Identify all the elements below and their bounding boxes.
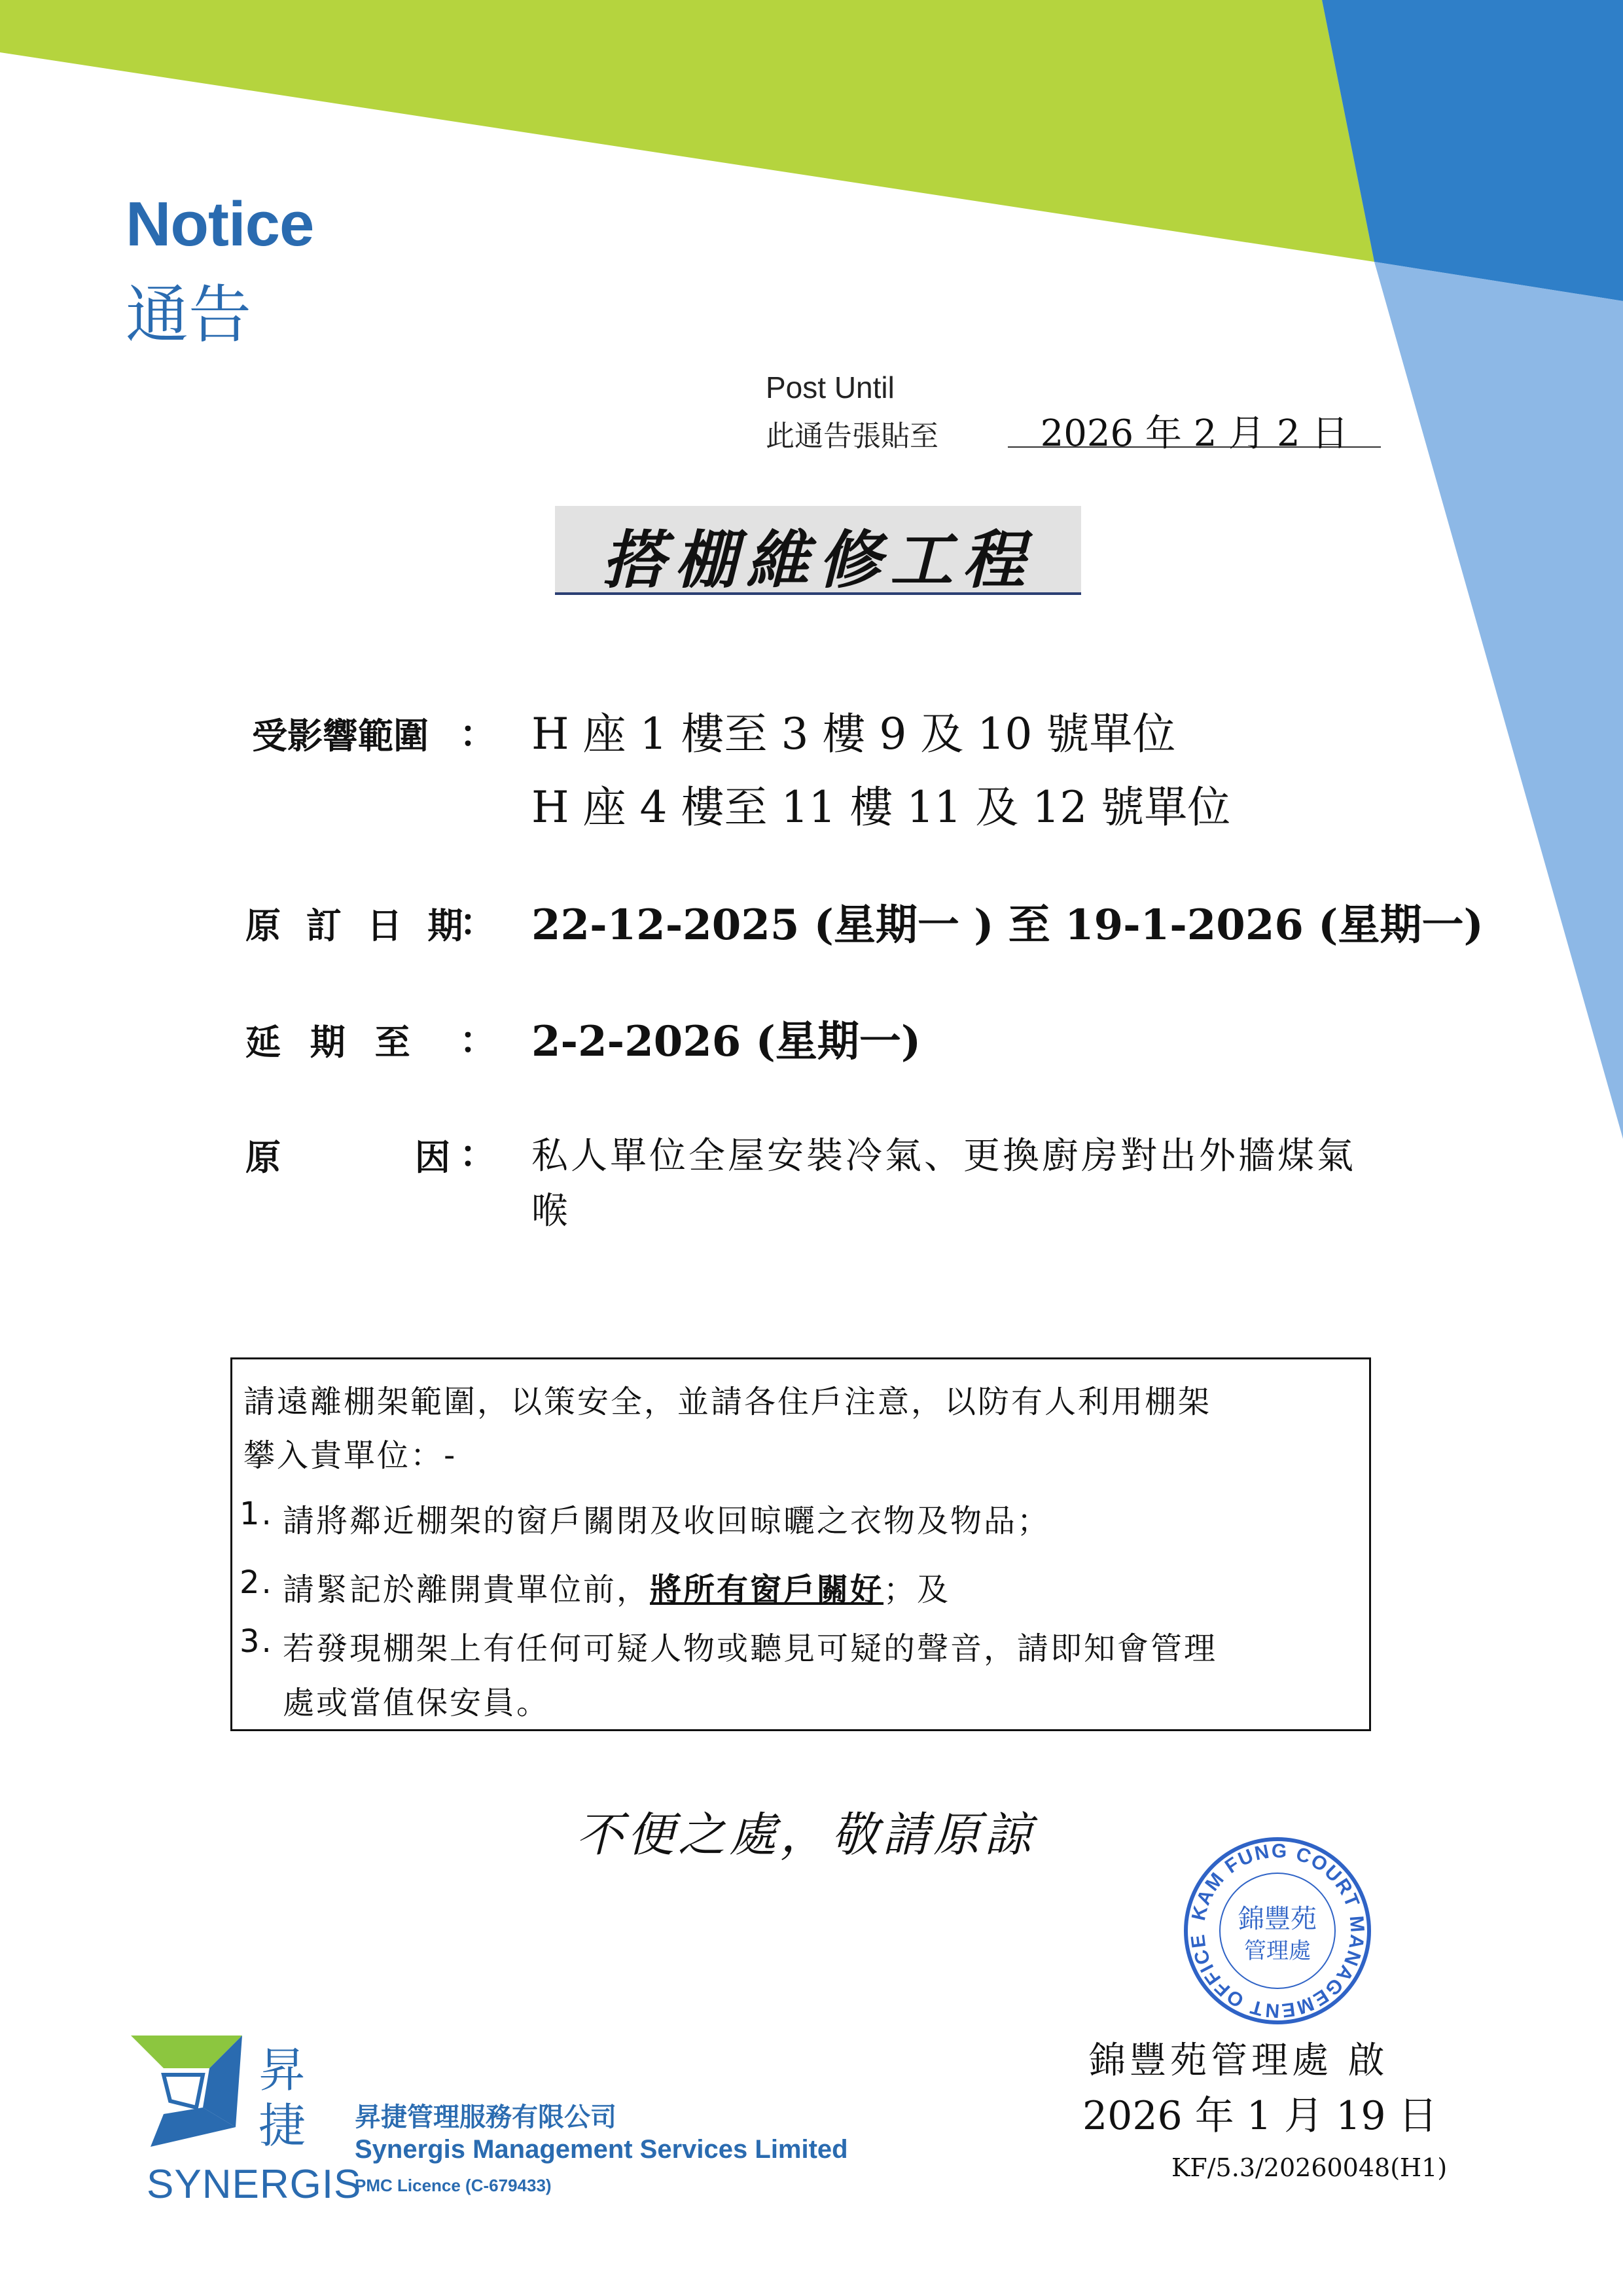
safety-item-1-number: 1. xyxy=(240,1496,274,1532)
safety-item-3-line-2: 處或當值保安員。 xyxy=(283,1685,550,1721)
original-date-value: 22-12-2025 (星期一 ) 至 19-1-2026 (星期一) xyxy=(531,901,1484,950)
safety-item-3-line-1: 若發現棚架上有任何可疑人物或聽見可疑的聲音，請即知會管理 xyxy=(283,1630,1218,1667)
synergis-logo-icon xyxy=(124,2029,255,2153)
stamp-line-1: 錦豐苑 xyxy=(1238,1904,1317,1934)
reason-line-1: 私人單位全屋安裝冷氣、更換廚房對出外牆煤氣 xyxy=(531,1135,1356,1177)
original-date-colon: ： xyxy=(459,902,496,944)
post-until-label-zh: 此通告張貼至 xyxy=(766,420,938,453)
safety-item-3-number: 3. xyxy=(240,1623,274,1660)
side-blue-stripe xyxy=(1374,262,1623,1139)
stamp-line-2: 管理處 xyxy=(1244,1938,1311,1964)
safety-intro-line-2: 攀入貴單位：- xyxy=(243,1437,457,1474)
affected-line-2: H 座 4 樓至 11 樓 11 及 12 號單位 xyxy=(531,782,1231,833)
notice-title-en: Notice xyxy=(126,189,314,259)
post-until-label-en: Post Until xyxy=(766,370,895,404)
safety-item-2-number: 2. xyxy=(240,1564,274,1601)
signoff-date: 2026 年 1 月 19 日 xyxy=(1082,2093,1438,2139)
office-stamp xyxy=(1179,1833,1376,2029)
apology-text: 不便之處，敬請原諒 xyxy=(576,1807,1036,1862)
reason-line-2: 喉 xyxy=(531,1190,571,1232)
company-licence: PMC Licence (C-679433) xyxy=(355,2176,552,2195)
affected-line-1: H 座 1 樓至 3 樓 9 及 10 號單位 xyxy=(531,709,1176,759)
original-date-label: 原 訂 日 期 xyxy=(245,905,470,946)
company-name-zh: 昇捷管理服務有限公司 xyxy=(355,2102,616,2132)
reason-colon: ： xyxy=(459,1134,496,1176)
stamp-ring-text: KAM FUNG COURT MANAGEMENT OFFICE xyxy=(1186,1840,1368,2022)
safety-item-2 xyxy=(283,1564,950,1609)
safety-item-2-emphasis: 將所有窗戶關好 xyxy=(650,1571,884,1608)
notice-title-zh: 通告 xyxy=(126,278,251,351)
safety-item-2-end: ；及 xyxy=(883,1571,951,1608)
reason-label-2: 因 xyxy=(415,1137,450,1178)
extended-colon: ： xyxy=(459,1020,496,1062)
company-name-en: Synergis Management Services Limited xyxy=(355,2135,848,2164)
affected-label: 受影響範圍 xyxy=(252,715,429,757)
signoff-office: 錦豐苑管理處 啟 xyxy=(1089,2039,1389,2082)
post-until-date: 2026 年 2 月 2 日 xyxy=(1008,404,1381,448)
extended-value: 2-2-2026 (星期一) xyxy=(531,1017,921,1066)
notice-subject: 搭棚維修工程 xyxy=(602,523,1034,597)
reference-number: KF/5.3/20260048(H1) xyxy=(1171,2153,1448,2182)
logo-chinese-1: 昇 xyxy=(259,2043,306,2098)
safety-item-2-text: 請緊記於離開貴單位前， xyxy=(283,1571,651,1608)
logo-chinese-2: 捷 xyxy=(259,2098,306,2153)
safety-item-1: 請將鄰近棚架的窗戶關閉及收回晾曬之衣物及物品； xyxy=(283,1503,1051,1539)
extended-label: 延 期 至 xyxy=(245,1022,410,1063)
reason-label-1: 原 xyxy=(245,1137,281,1178)
safety-intro-line-1: 請遠離棚架範圍，以策安全，並請各住戶注意，以防有人利用棚架 xyxy=(243,1384,1212,1420)
affected-colon: ： xyxy=(459,713,496,756)
logo-wordmark: SYNERGIS xyxy=(147,2162,362,2207)
